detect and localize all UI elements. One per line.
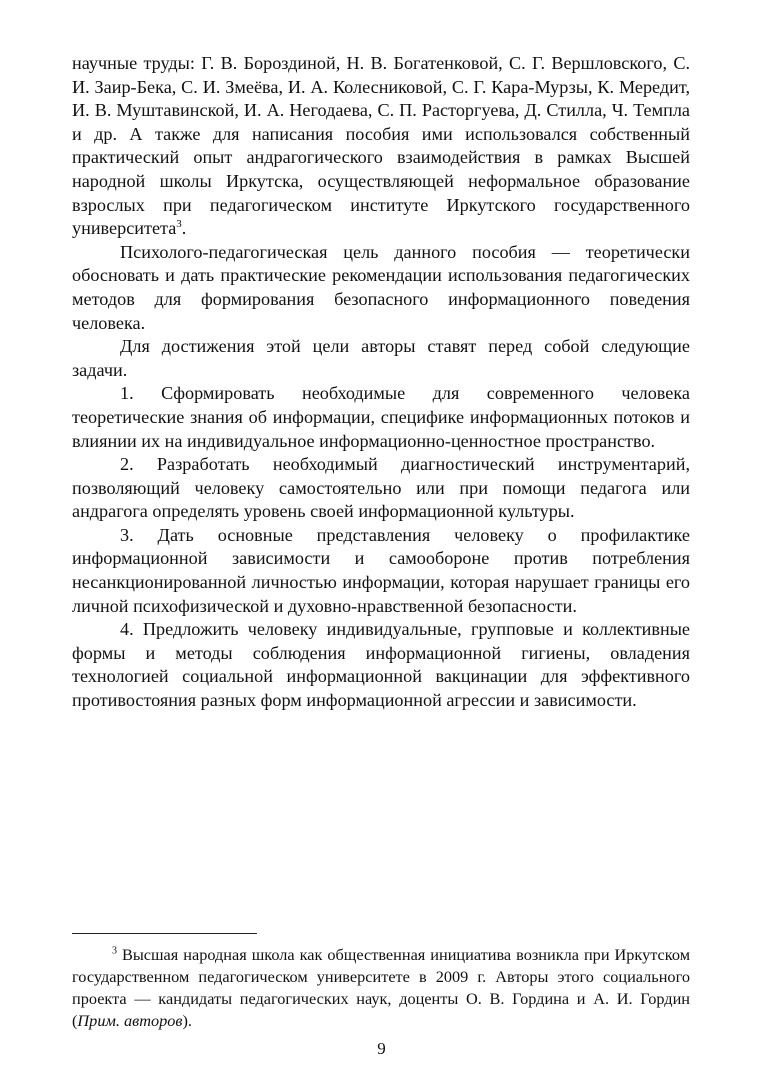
paragraph-goal: Психолого-педагогическая цель данного пособия — теоретически обосновать и дать практические рекомендации использования педагогических методов для формирования безопасного информационного поведения человека.	[72, 241, 690, 333]
footnote	[72, 944, 690, 1032]
page-number: 9	[377, 1039, 386, 1058]
main-text	[72, 52, 690, 713]
paragraph-task-1: 1. Сформировать необходимые для современного человека теоретические знания об информации, специфике информационных потоков и влиянии их на индивидуальное информационно-ценностное пространство.	[72, 383, 690, 451]
footnote-divider	[72, 933, 257, 934]
footnote-text: Высшая народная школа как общественная инициатива возникла при Иркутском государственном педагогическом университете в 2009 г. Авторы этого социального проекта — кандидаты педагогических наук, доценты О. В. Гордина и А. И. Гордин (	[72, 945, 691, 1030]
paragraph-tasks-intro: Для достижения этой цели авторы ставят перед собой следующие задачи.	[72, 336, 690, 380]
footnote-italic-note: Прим. авторов	[77, 1011, 183, 1030]
paragraph-references	[72, 52, 690, 241]
footnote-number: 3	[112, 945, 117, 957]
paragraph-tail: .	[181, 218, 187, 239]
footnote-reference[interactable]: 3	[176, 218, 182, 231]
paragraph-task-4: 4. Предложить человеку индивидуальные, групповые и коллективные формы и методы соблюдения информационной гигиены, овладения технологией социальной информационной вакцинации для эффективного противостояния разных форм информационной агрессии и зависимости.	[72, 619, 690, 711]
paragraph-task-3: 3. Дать основные представления человеку о профилактике информационной зависимости и самообороне против потребления несанкционированной личностью информации, которая нарушает границы его личной психофизической и духовно-нравственной безопасности.	[72, 524, 690, 616]
footnote-tail: ).	[182, 1011, 192, 1030]
paragraph-text: научные труды: Г. В. Бороздиной, Н. В. Богатенковой, С. Г. Вершловского, С. И. Заир-Бека, С. И. Змеёва, И. А. Колесниковой, С. Г. Кара-Мурзы, К. Мередит, И. В. Муштавинской, И. А. Негодаева, С. П. Расторгуева, Д. Стилла, Ч. Темпла и др. А также для написания пособия ими использовался собственный практический опыт андрагогического взаимодействия в рамках Высшей народной школы Иркутска, осуществляющей неформальное образование взрослых при педагогическом институте Иркутского государственного университета	[72, 53, 690, 239]
paragraph-task-2: 2. Разработать необходимый диагностический инструментарий, позволяющий человеку самостоятельно или при помощи педагога или андрагога определять уровень своей информационной культуры.	[72, 454, 690, 522]
